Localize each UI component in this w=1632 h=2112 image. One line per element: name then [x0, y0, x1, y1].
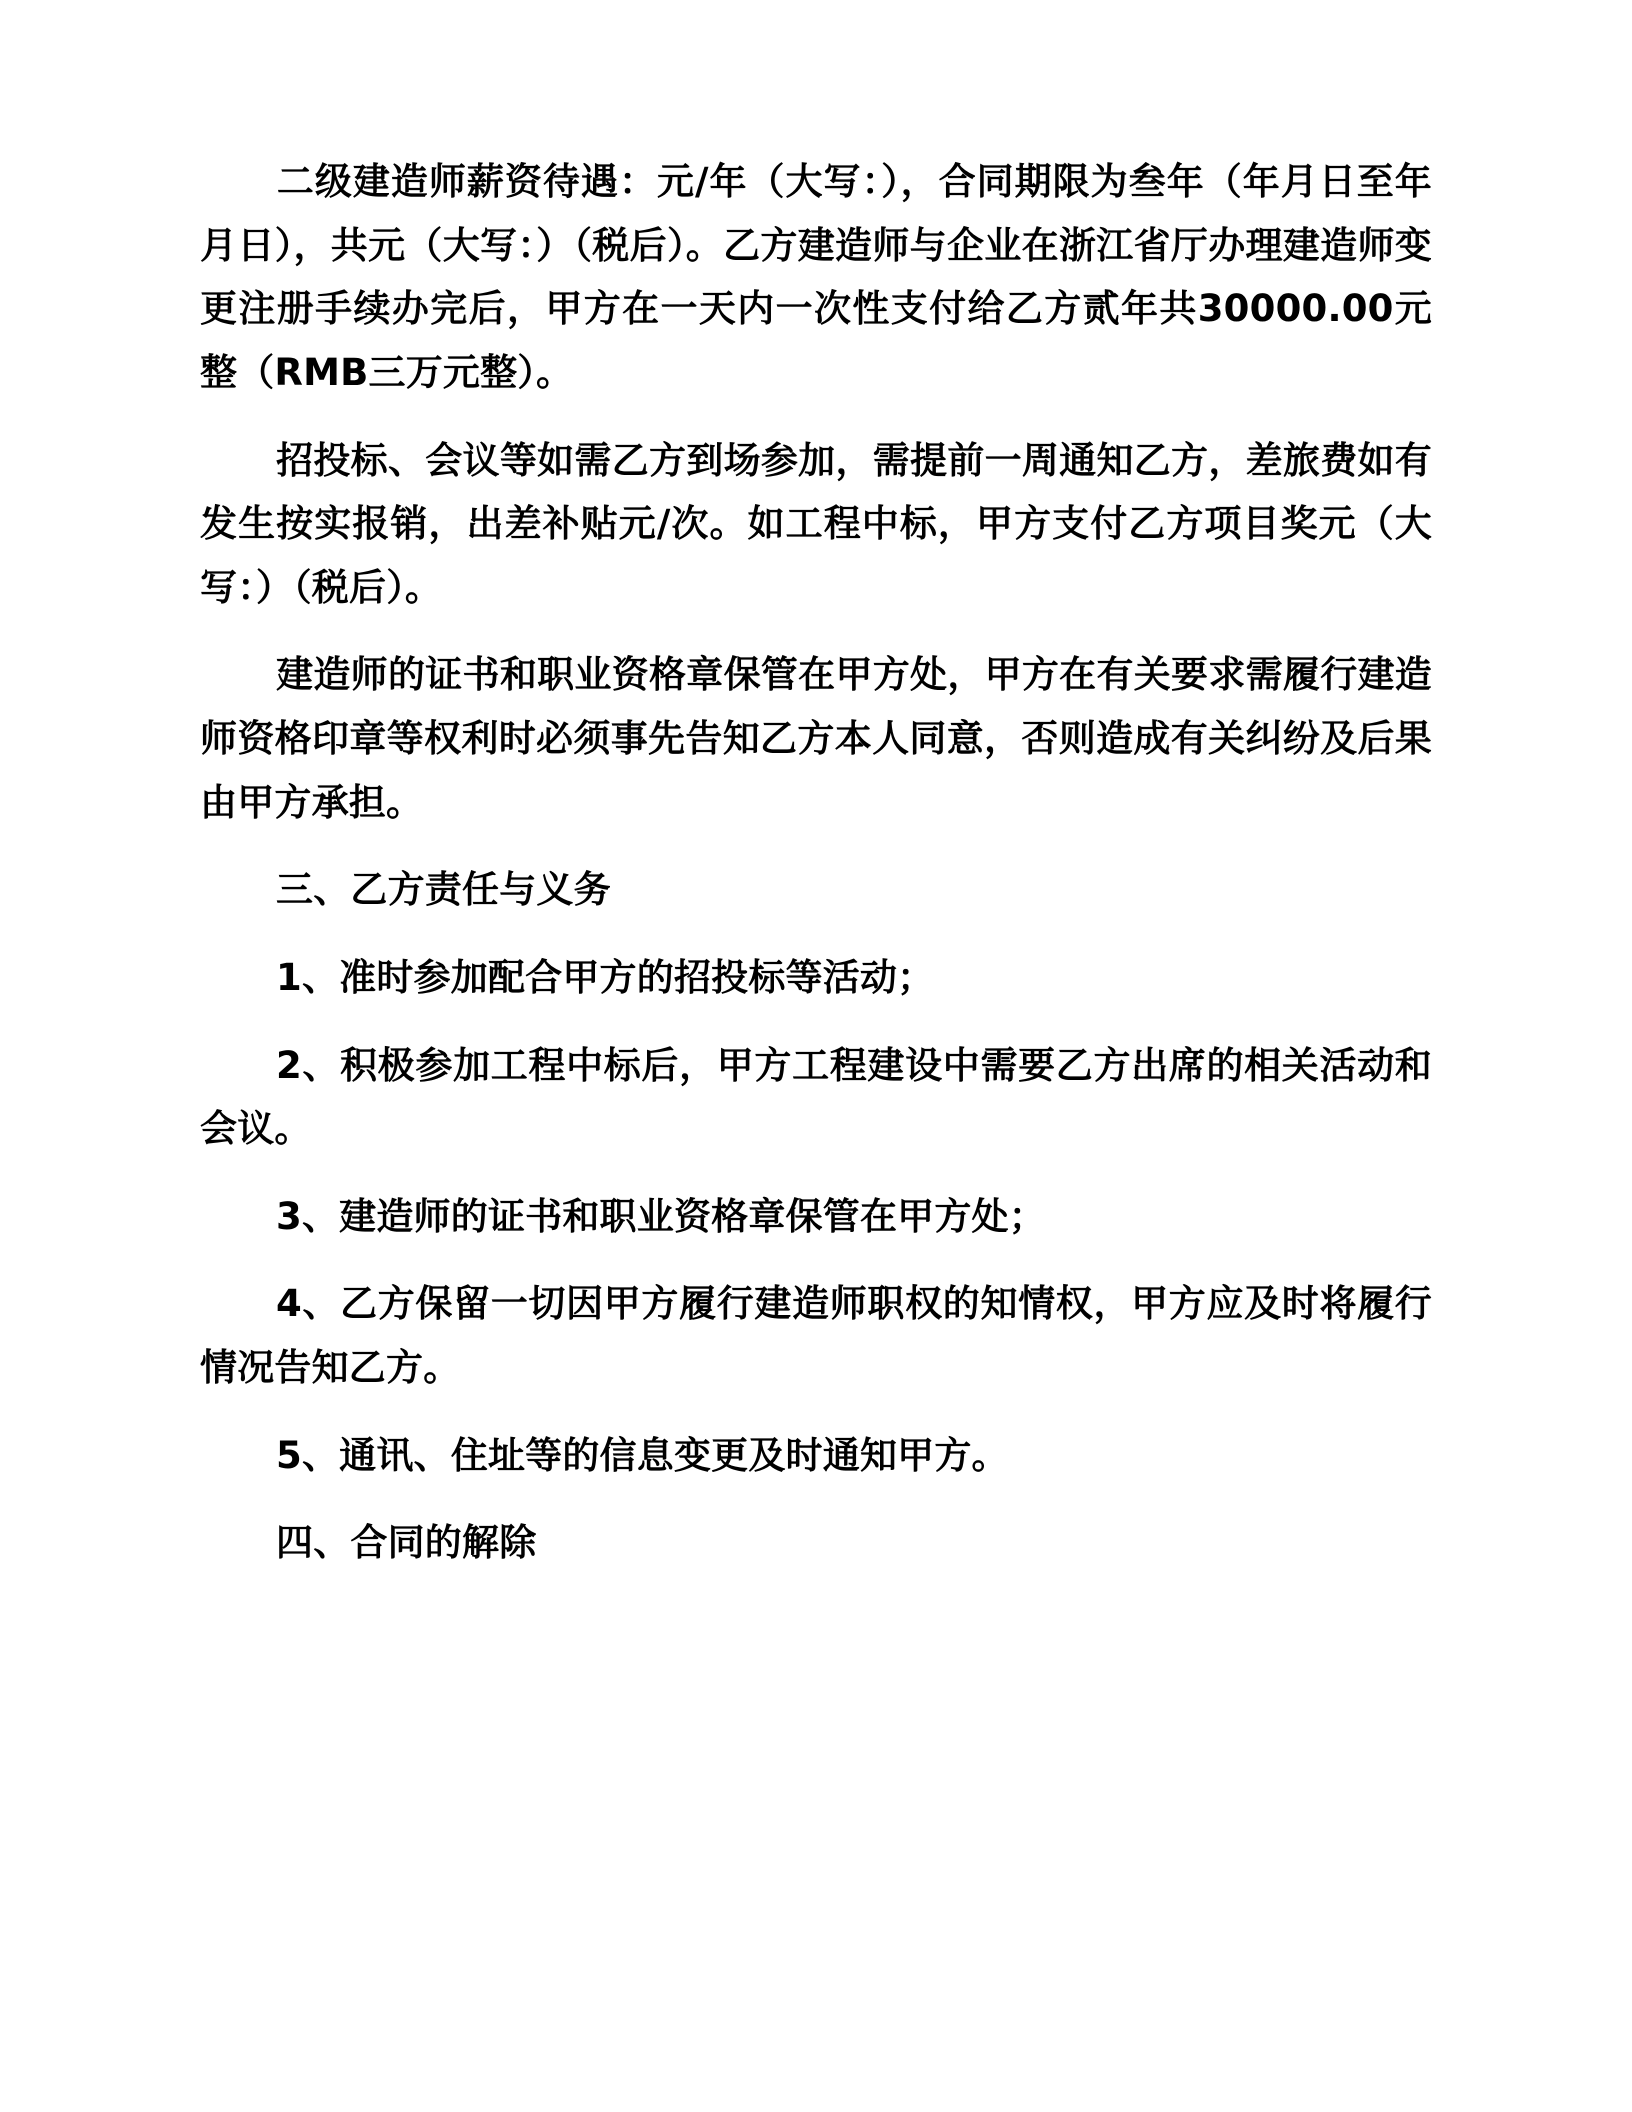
heading-text: 四、合同的解除: [276, 1521, 537, 1565]
list-item-text: 2、积极参加工程中标后，甲方工程建设中需要乙方出席的相关活动和会议。: [200, 1043, 1432, 1151]
paragraph-text: 招投标、会议等如需乙方到场参加，需提前一周通知乙方，差旅费如有发生按实报销，出差补贴元/次。如工程中标，甲方支付乙方项目奖元（大写：）（税后）。: [200, 438, 1432, 609]
heading-text: 三、乙方责任与义务: [276, 868, 611, 912]
paragraph-bidding-travel: [200, 429, 1432, 620]
paragraph-text: 二级建造师薪资待遇：元/年（大写：），合同期限为叁年（年月日至年月日），共元（大写：）（税后）。乙方建造师与企业在浙江省厅办理建造师变更注册手续办完后，甲方在一天内一次性支付给乙方贰年共30000.00元整（RMB三万元整）。: [200, 160, 1432, 394]
list-item-text: 5、通讯、住址等的信息变更及时通知甲方。: [276, 1433, 1009, 1477]
list-item-3: [200, 1185, 1432, 1249]
list-item-text: 1、准时参加配合甲方的招投标等活动；: [276, 955, 935, 999]
list-item-5: [200, 1424, 1432, 1488]
list-item-2: [200, 1034, 1432, 1161]
heading-section-three: [200, 858, 1432, 922]
list-item-4: [200, 1272, 1432, 1399]
list-item-text: 4、乙方保留一切因甲方履行建造师职权的知情权，甲方应及时将履行情况告知乙方。: [200, 1282, 1432, 1389]
list-item-text: 3、建造师的证书和职业资格章保管在甲方处；: [276, 1194, 1046, 1238]
document-body: [200, 150, 1432, 1575]
paragraph-salary-term: [200, 150, 1432, 405]
paragraph-text: 建造师的证书和职业资格章保管在甲方处，甲方在有关要求需履行建造师资格印章等权利时必须事先告知乙方本人同意，否则造成有关纠纷及后果由甲方承担。: [200, 653, 1432, 824]
paragraph-certificate-custody: [200, 643, 1432, 834]
list-item-1: [200, 946, 1432, 1010]
heading-section-four: [200, 1511, 1432, 1575]
